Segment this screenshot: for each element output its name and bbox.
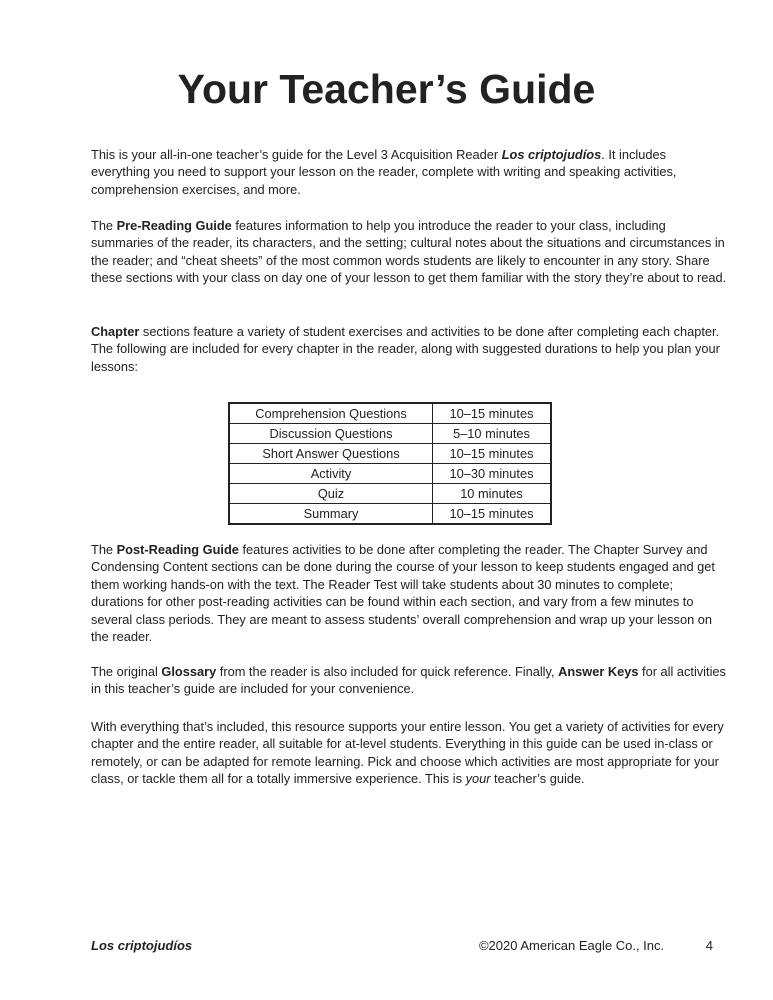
footer-copyright: ©2020 American Eagle Co., Inc. [478, 938, 665, 953]
text-run: Pre-Reading Guide [116, 218, 232, 233]
activity-cell: Comprehension Questions [229, 403, 433, 424]
page-title: Your Teacher’s Guide [177, 66, 596, 112]
table-row [229, 504, 551, 525]
paragraph-post-reading-guide [91, 541, 727, 646]
activity-cell: Activity [229, 464, 433, 484]
text-run: features activities to be done after completing the reader. The Chapter Survey and Condensing Content sections can be done during the course of your lesson to keep students engaged and get them working hands-on with the text. The Reader Test will take students about 30 minutes to complete; durations for other post-reading activities can be found within each section, and vary from a few minutes to several class periods. They are meant to assess students’ overall comprehension and wrap up your lesson on the reader. [91, 542, 715, 645]
footer-book-title: Los criptojudíos [91, 938, 193, 953]
durations-table-body [229, 403, 551, 524]
text-run: This is your all-in-one teacher’s guide for the Level 3 Acquisition Reader [91, 147, 502, 162]
paragraph-chapter-sections [91, 323, 727, 375]
text-run: teacher’s guide. [490, 771, 585, 787]
activity-cell: Quiz [229, 484, 433, 504]
duration-cell: 10–15 minutes [433, 403, 552, 424]
table-row [229, 444, 551, 464]
table-row [229, 464, 551, 484]
text-run: The original [91, 664, 162, 679]
paragraph-pre-reading-guide [91, 217, 727, 287]
text-run: Answer Keys [558, 664, 639, 679]
paragraph-intro [91, 146, 727, 198]
duration-cell: 10 minutes [433, 484, 552, 504]
table-row [229, 424, 551, 444]
text-run: for all activities in this teacher’s guide are included for your convenience. [91, 664, 726, 697]
text-run: Chapter [91, 324, 140, 339]
paragraph-conclusion [91, 718, 727, 788]
text-run: With everything that’s included, this resource supports your entire lesson. You get a variety of activities for every chapter and the entire reader, all suitable for at-level students. Everything in this guide can be used in-class or remotely, or can be adapted for remote learning. Pick and choose which activities are most appropriate for your class, or tackle them all for a totally immersive experience. This is [91, 719, 724, 787]
footer-page-number: 4 [705, 938, 713, 953]
duration-cell: 10–15 minutes [433, 444, 552, 464]
text-run: features information to help you introduce the reader to your class, including summaries of the reader, its characters, and the setting; cultural notes about the situations and circumstances in the reader; and “cheat sheets” of the most common words students are likely to encounter in any story. Share these sections with your class on day one of your lesson to get them familiar with the story they’re about to read. [91, 218, 727, 286]
activity-cell: Discussion Questions [229, 424, 433, 444]
table-row [229, 484, 551, 504]
text-run: The [91, 218, 117, 233]
paragraph-glossary [91, 663, 727, 698]
text-run: Los criptojudíos [501, 147, 602, 162]
footer-right-group [479, 938, 713, 954]
text-run: sections feature a variety of student exercises and activities to be done after completing each chapter. The following are included for every chapter in the reader, along with suggested durations to help you plan your lessons: [91, 324, 720, 374]
text-run: The [91, 542, 117, 557]
page-footer [91, 938, 713, 954]
text-run: your [465, 771, 491, 787]
text-run: . It includes everything you need to support your lesson on the reader, complete with writing and speaking activities, comprehension exercises, and more. [91, 147, 677, 197]
activity-cell: Short Answer Questions [229, 444, 433, 464]
activity-cell: Summary [229, 504, 433, 525]
duration-cell: 10–30 minutes [433, 464, 552, 484]
duration-cell: 10–15 minutes [433, 504, 552, 525]
text-run: Post-Reading Guide [116, 542, 239, 557]
table-row [229, 403, 551, 424]
text-run: Glossary [161, 664, 217, 679]
text-run: from the reader is also included for quick reference. Finally, [216, 664, 559, 679]
durations-table [228, 402, 552, 525]
duration-cell: 5–10 minutes [433, 424, 552, 444]
